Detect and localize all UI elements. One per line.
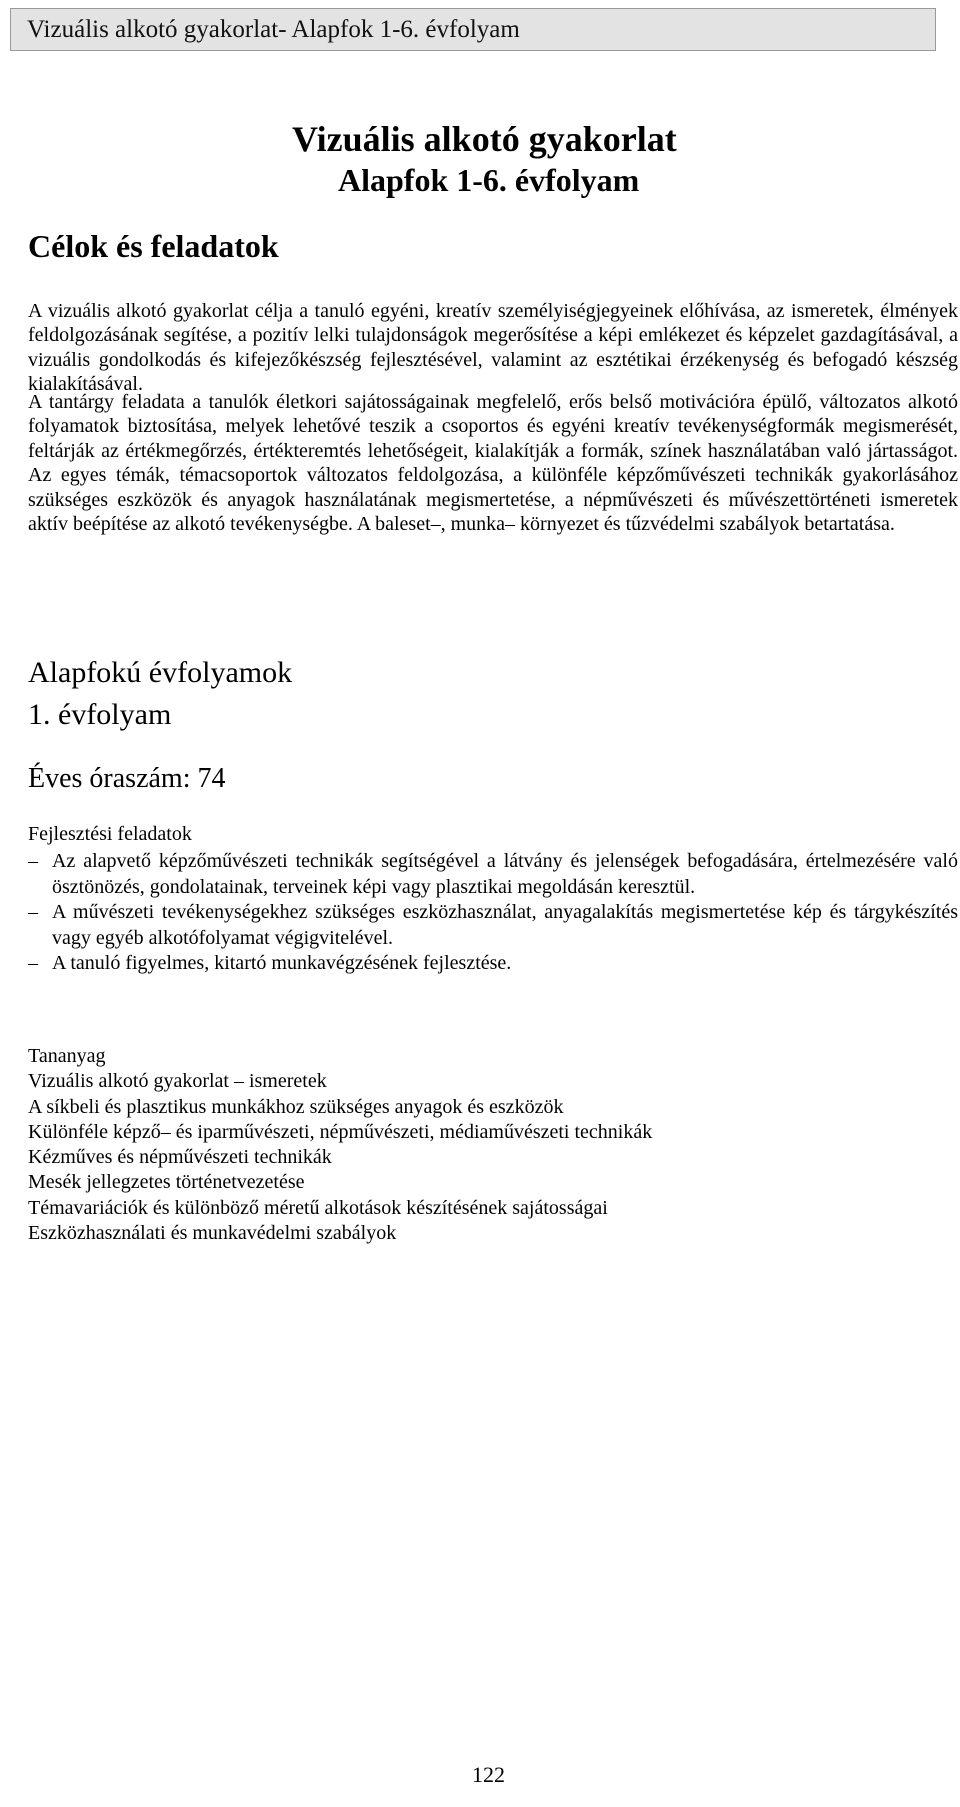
year-heading: 1. évfolyam <box>28 698 172 731</box>
development-list <box>28 849 958 977</box>
curriculum-heading: Tananyag <box>28 1045 106 1067</box>
dash-bullet: – <box>28 952 38 974</box>
curriculum-item: Különféle képző– és iparművészeti, népművészeti, médiaművészeti technikák <box>28 1120 653 1143</box>
levels-heading: Alapfokú évfolyamok <box>28 656 293 689</box>
development-list-item <box>28 849 958 900</box>
goals-heading: Célok és feladatok <box>28 228 279 264</box>
document-title: Vizuális alkotó gyakorlat <box>292 119 677 159</box>
development-item-text: A művészeti tevékenységekhez szükséges eszközhasználat, anyagalakítás megismertetése kép és tárgykészítés vagy egyéb alkotófolyamat végigvitelével. <box>52 901 958 949</box>
development-item-text: A tanuló figyelmes, kitartó munkavégzésének fejlesztése. <box>52 952 512 974</box>
development-list-item <box>28 900 958 951</box>
hours-heading: Éves óraszám: 74 <box>28 763 226 794</box>
development-heading: Fejlesztési feladatok <box>28 823 192 845</box>
document-subtitle: Alapfok 1-6. évfolyam <box>338 162 640 198</box>
development-item-text: Az alapvető képzőművészeti technikák segítségével a látvány és jelenségek befogadására, értelmezésére való ösztönözés, gondolatainak, terveinek képi vagy plasztikai megoldásán keresztül. <box>52 850 958 898</box>
curriculum-item: Kézműves és népművészeti technikák <box>28 1146 332 1169</box>
goals-paragraph: A vizuális alkotó gyakorlat célja a tanuló egyéni, kreatív személyiségjegyeinek előhívása, az ismeretek, élmények feldolgozásának segítése, a pozitív lelki tulajdonságok megerősítése a képi emlékezet és képzelet gazdagításával, a vizuális gondolkodás és kifejezőkészség fejlesztésével, valamint az esztétikai érzékenység és befogadó készség kialakításával. <box>28 300 958 396</box>
curriculum-list <box>28 1044 652 1246</box>
development-list-item <box>28 951 958 977</box>
curriculum-item: A síkbeli és plasztikus munkákhoz szükséges anyagok és eszközök <box>28 1095 564 1118</box>
dash-bullet: – <box>28 901 38 923</box>
curriculum-item: Eszközhasználati és munkavédelmi szabályok <box>28 1222 397 1245</box>
curriculum-item: Vizuális alkotó gyakorlat – ismeretek <box>28 1070 327 1093</box>
tasks-paragraph: A tantárgy feladata a tanulók életkori sajátosságainak megfelelő, erős belső motivációra épülő, változatos alkotó folyamatok biztosítása, melyek lehetővé teszik a csoportos és egyéni kreatív tevékenységformák megismerését, feltárják az értékmegőrzés, értékteremtés lehetőségeit, kialakítják a formák, színek használatában való jártasságot. Az egyes témák, témacsoportok változatos feldolgozása, a különféle képzőművészeti technikák gyakorlásához szükséges eszközök és anyagok használatának megismertetése, a népművészeti és művészettörténeti ismeretek aktív beépítése az alkotó tevékenységbe. A baleset–, munka– környezet és tűzvédelmi szabályok betartatása. <box>28 391 958 536</box>
dash-bullet: – <box>28 850 38 872</box>
running-header <box>10 8 936 51</box>
curriculum-item: Témavariációk és különböző méretű alkotások készítésének sajátosságai <box>28 1196 608 1219</box>
running-header-title: Vizuális alkotó gyakorlat- Alapfok 1-6. évfolyam <box>27 16 520 43</box>
curriculum-item: Mesék jellegzetes történetvezetése <box>28 1171 305 1194</box>
page-number: 122 <box>472 1762 505 1787</box>
